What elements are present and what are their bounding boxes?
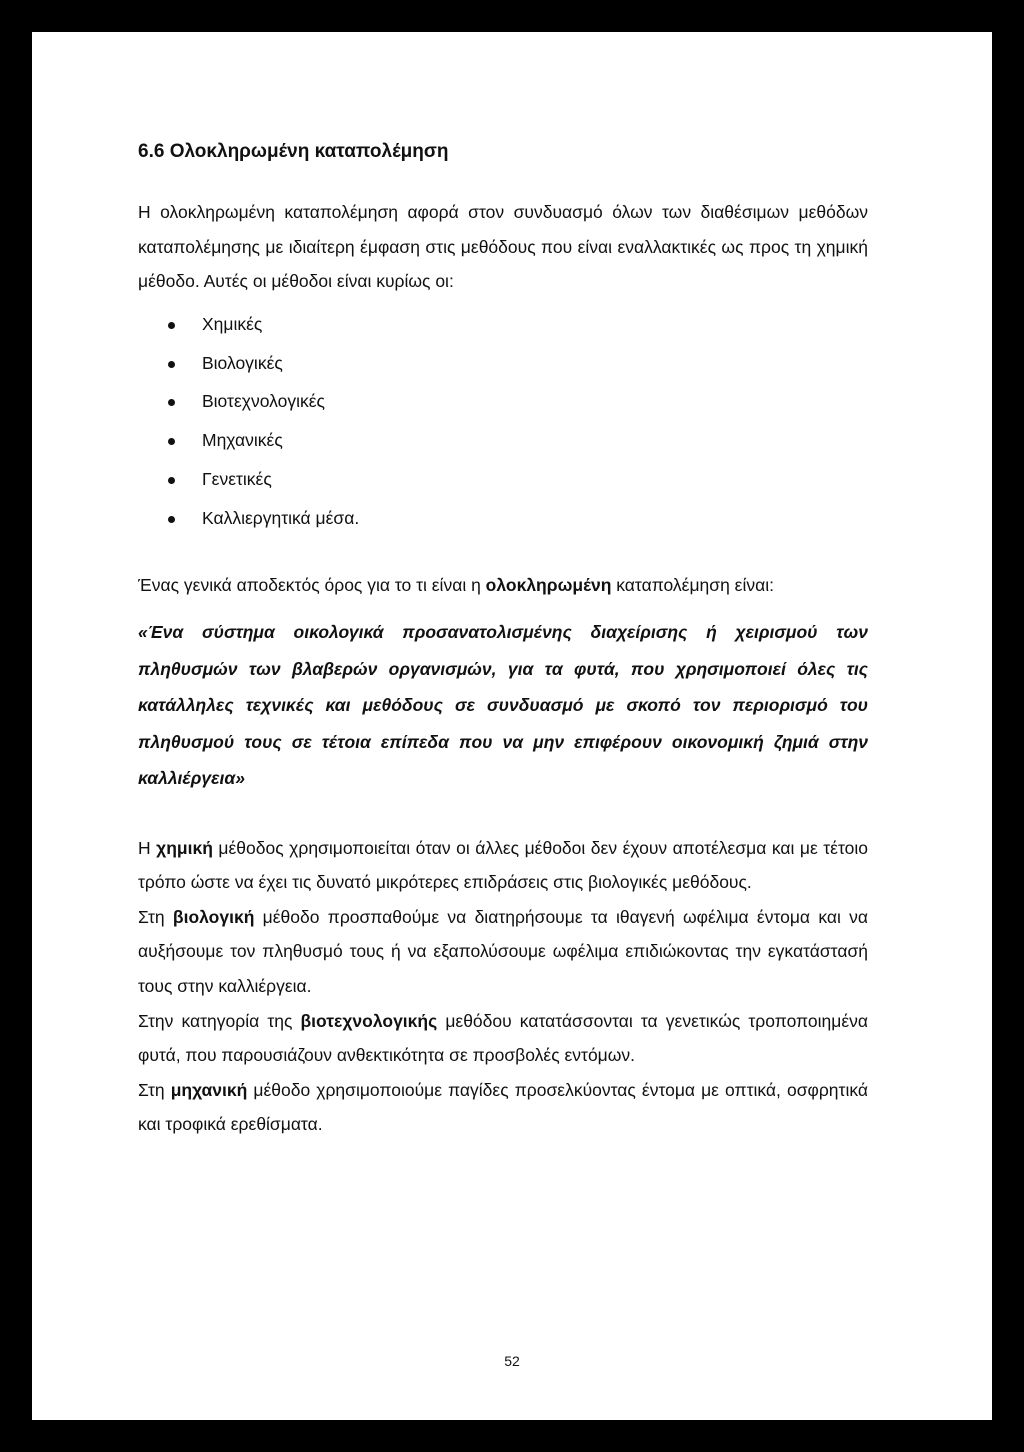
list-item: Βιοτεχνολογικές <box>168 382 868 421</box>
page-content <box>138 135 868 1142</box>
chemical-paragraph <box>138 831 868 900</box>
list-item: Χημικές <box>168 305 868 344</box>
paragraph-text: Η <box>138 837 157 858</box>
list-item: Γενετικές <box>168 460 868 499</box>
paragraph-bold-term: μηχανική <box>170 1079 248 1100</box>
paragraph-bold-term: βιοτεχνολογικής <box>300 1010 438 1031</box>
methods-list <box>138 305 868 538</box>
section-title: 6.6 Ολοκληρωμένη καταπολέμηση <box>138 141 449 162</box>
list-item: Μηχανικές <box>168 421 868 460</box>
definition-lead-paragraph <box>138 568 868 603</box>
list-item: Καλλιεργητικά μέσα. <box>168 499 868 538</box>
document-page <box>32 32 992 1420</box>
paragraph-text: Στη <box>138 1079 171 1100</box>
paragraph-text: μέθοδο χρησιμοποιούμε παγίδες προσελκύοντας έντομα με οπτικά, οσφρητικά και τροφικά ερεθίσματα. <box>138 1079 868 1135</box>
page-number: 52 <box>504 1353 520 1369</box>
paragraph-text: μέθοδος χρησιμοποιείται όταν οι άλλες μέθοδοι δεν έχουν αποτέλεσμα και με τέτοιο τρόπο ώστε να έχει τις δυνατό μικρότερες επιδράσεις στις βιολογικές μεθόδους. <box>138 837 868 893</box>
paragraph-text: Στη <box>138 906 173 927</box>
biological-paragraph <box>138 900 868 1004</box>
intro-paragraph: Η ολοκληρωμένη καταπολέμηση αφορά στον συνδυασμό όλων των διαθέσιμων μεθόδων καταπολέμησης με ιδιαίτερη έμφαση στις μεθόδους που είναι εναλλακτικές ως προς τη χημική μέθοδο. Αυτές οι μέθοδοι είναι κυρίως οι: <box>138 202 868 292</box>
paragraph-text: Στην κατηγορία της <box>138 1010 301 1031</box>
definition-lead-bold: ολοκληρωμένη <box>485 574 612 595</box>
definition-quote: «Ένα σύστημα οικολογικά προσανατολισμένης διαχείρισης ή χειρισμού των πληθυσμών των βλαβερών οργανισμών, για τα φυτά, που χρησιμοποιεί όλες τις κατάλληλες τεχνικές και μεθόδους σε συνδυασμό με σκοπό τον περιορισμό του πληθυσμού τους σε τέτοια επίπεδα που να μην επιφέρουν οικονομική ζημιά στην καλλιέργεια» <box>138 622 868 789</box>
list-item: Βιολογικές <box>168 344 868 383</box>
mechanical-paragraph <box>138 1073 868 1142</box>
paragraph-text: μεθόδου κατατάσσονται τα γενετικώς τροποποιημένα φυτά, που παρουσιάζουν ανθεκτικότητα σε προσβολές εντόμων. <box>138 1010 868 1066</box>
definition-lead-text: Ένας γενικά αποδεκτός όρος για το τι είναι η <box>138 574 486 595</box>
biotech-paragraph <box>138 1004 868 1073</box>
paragraph-bold-term: βιολογική <box>172 906 255 927</box>
paragraph-text: μέθοδο προσπαθούμε να διατηρήσουμε τα ιθαγενή ωφέλιμα έντομα και να αυξήσουμε τον πληθυσμό τους ή να εξαπολύσουμε ωφέλιμα επιδιώκοντας την εγκατάστασή τους στην καλλιέργεια. <box>138 906 868 997</box>
definition-lead-text: καταπολέμηση είναι: <box>611 574 774 595</box>
paragraph-bold-term: χημική <box>156 837 213 858</box>
